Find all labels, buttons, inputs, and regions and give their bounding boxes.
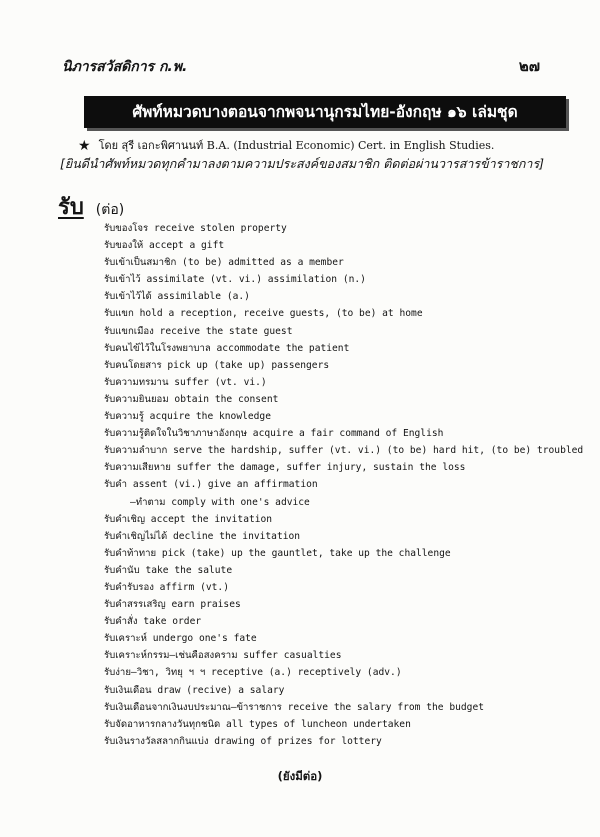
dictionary-entry: รับเข้าเป็นสมาชิก (to be) admitted as a member [104, 257, 344, 269]
dictionary-entry: รับคำสั่ง take order [104, 616, 202, 628]
dictionary-entry: รับคำเชิญ accept the invitation [104, 513, 273, 525]
dictionary-entry-list [104, 220, 594, 750]
dictionary-entry: รับความรู้ติดใจในวิชาภาษาอังกฤษ acquire a fair command of English [104, 428, 444, 440]
dictionary-entry: รับของโจร receive stolen property [104, 223, 287, 234]
dictionary-entry: รับคำรับรอง affirm (vt.) [104, 581, 229, 593]
section-heading [58, 189, 124, 224]
dictionary-entry: รับความเสียหาย suffer the damage, suffer injury, sustain the loss [104, 462, 466, 474]
dictionary-entry: รับเงินรางวัลสลากกินแบ่ง drawing of prizes for lottery [104, 735, 382, 747]
dictionary-entry: รับแขก hold a reception, receive guests, (to be) at home [104, 308, 423, 320]
dictionary-entry: รับคำเชิญไม่ได้ decline the invitation [104, 530, 301, 542]
article-title-banner: ศัพท์หมวดบางตอนจากพจนานุกรมไทย-อังกฤษ ๑๖ เล่มชุด [84, 96, 566, 128]
dictionary-entry: รับแขกเมือง receive the state guest [104, 325, 293, 337]
dictionary-entry: รับคนไข้ไว้ในโรงพยาบาล accommodate the patient [104, 342, 350, 354]
dictionary-entry: รับคำ assent (vi.) give an affirmation [104, 479, 318, 491]
dictionary-entry: รับคำท้าทาย pick (take) up the gauntlet, take up the challenge [104, 547, 451, 559]
dictionary-entry: รับความทรมาน suffer (vt. vi.) [104, 376, 267, 388]
continued-footer: (ยังมีต่อ) [277, 769, 323, 783]
dictionary-subentry: —ทำตาม comply with one's advice [130, 496, 310, 508]
dictionary-entry: รับเงินเดือน draw (recive) a salary [104, 684, 285, 696]
section-continued-label: (ต่อ) [95, 202, 125, 218]
dictionary-entry: รับเคราะห์กรรม—เช่นคือสงคราม suffer casualties [104, 650, 342, 662]
page-number: ๒๗ [518, 57, 540, 75]
author-byline [78, 136, 578, 154]
dictionary-entry: รับคำนับ take the salute [104, 564, 233, 576]
dictionary-entry: รับเงินเดือนจากเงินงบประมาณ—ข้าราชการ receive the salary from the budget [104, 701, 484, 713]
dictionary-entry: รับจัดอาหารกลางวันทุกชนิด all types of luncheon undertaken [104, 718, 411, 730]
star-icon: ★ [78, 138, 91, 154]
dictionary-entry: รับคนโดยสาร pick up (take up) passengers [104, 359, 330, 371]
section-heading-word: รับ [58, 195, 84, 220]
dictionary-entry: รับคำสรรเสริญ earn praises [104, 599, 241, 611]
journal-title: นิภารสวัสดิการ ก.พ. [62, 59, 188, 75]
editor-note: [ยินดีนำศัพท์หมวดทุกคำมาลงตามความประสงค์ของสมาชิก ติดต่อผ่านวารสารข้าราชการ] [60, 156, 545, 171]
dictionary-entry: รับเข้าไว้ได้ assimilable (a.) [104, 291, 250, 303]
dictionary-entry: รับเคราะห์ undergo one's fate [104, 633, 257, 645]
dictionary-entry: รับเข้าไว้ assimilate (vt. vi.) assimilation (n.) [104, 274, 366, 286]
dictionary-entry: รับของให้ accept a gift [104, 240, 225, 252]
dictionary-entry: รับความยินยอม obtain the consent [104, 393, 279, 405]
dictionary-entry: รับง่าย—วิชา, วิทยุ ฯ ฯ receptive (a.) receptively (adv.) [104, 667, 402, 679]
dictionary-entry: รับความรู้ acquire the knowledge [104, 411, 271, 423]
dictionary-entry: รับความลำบาก serve the hardship, suffer (vt. vi.) (to be) hard hit, (to be) troubled [104, 445, 584, 457]
author-text: โดย สุรี เอกะพิศานนท์ B.A. (Industrial Economic) Cert. in English Studies. [98, 139, 495, 152]
